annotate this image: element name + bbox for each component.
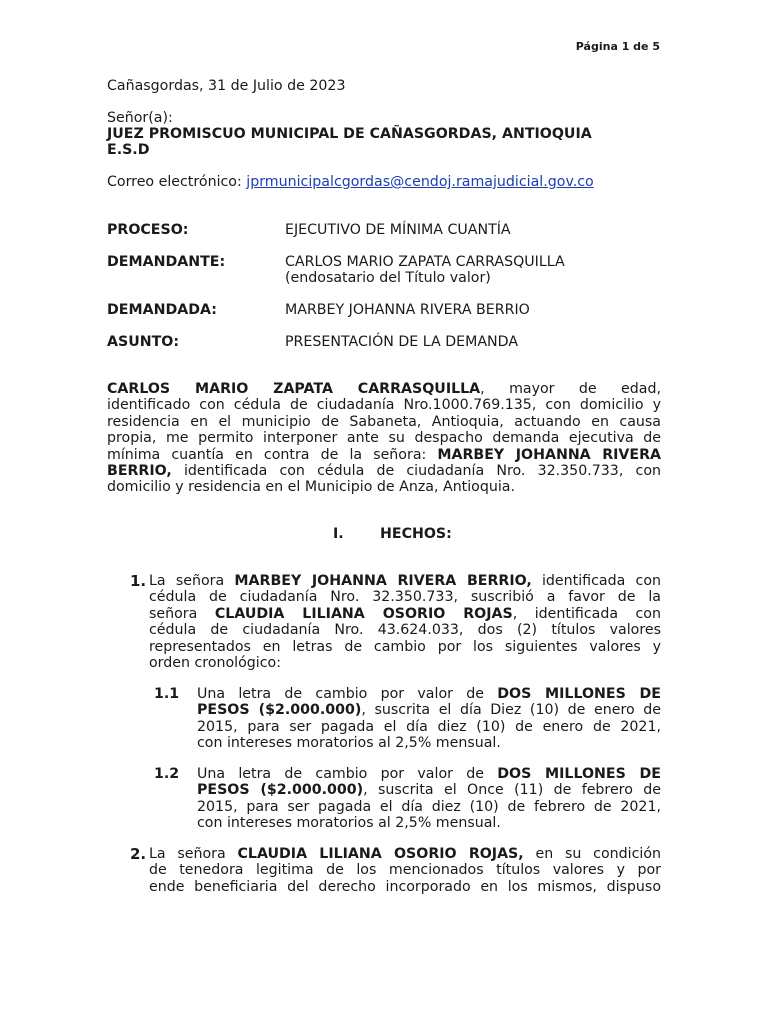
- sub-text: Una letra de cambio por valor de DOS MILLONES DE PESOS ($2.000.000), suscrita el día Diez (10) de enero de 2015, para ser pagada el día diez (10) de enero de 2021, con intereses moratorios al 2,5% mensual.: [197, 686, 662, 752]
- list-text: La señora CLAUDIA LILIANA OSORIO ROJAS, en su condición de tenedora legitima de los mencionados títulos valores y por ende beneficiaria del derecho incorporado en los mismos, dispuso: [149, 846, 661, 895]
- intro-line: CARLOS MARIO ZAPATA CARRASQUILLA, mayor de edad,: [107, 381, 661, 397]
- field-key: PROCESO:: [107, 222, 189, 238]
- email-link[interactable]: jprmunicipalcgordas@cendoj.ramajudicial.gov.co: [246, 174, 594, 190]
- intro-line: propia, me permito interponer ante su despacho demanda ejecutiva de: [107, 430, 661, 447]
- section-heading: [333, 526, 452, 542]
- page-number: Página 1 de 5: [575, 40, 660, 53]
- intro-line: mínima cuantía en contra de la señora: MARBEY JOHANNA RIVERA: [107, 446, 661, 463]
- list-number: 2.: [130, 845, 147, 863]
- list-text: La señora MARBEY JOHANNA RIVERA BERRIO, identificada con cédula de ciudadanía Nro. 32.350.733, suscribió a favor de la señora CLAUDIA LILIANA OSORIO ROJAS, identificada con cédula de ciudadanía Nro. 43.624.033, dos (2) títulos valores representados en letras de cambio por los siguientes valores y orden cronológico:: [149, 573, 662, 672]
- intro-paragraph: [107, 381, 661, 496]
- esd: E.S.D: [107, 142, 150, 158]
- field-value: MARBEY JOHANNA RIVERA BERRIO: [285, 302, 530, 318]
- field-value-line: (endosatario del Título valor): [285, 270, 491, 287]
- field-value: PRESENTACIÓN DE LA DEMANDA: [285, 334, 519, 350]
- field-key: ASUNTO:: [107, 334, 180, 350]
- list-number: 1.: [130, 572, 147, 590]
- recipient: JUEZ PROMISCUO MUNICIPAL DE CAÑASGORDAS, ANTIOQUIA: [107, 126, 592, 142]
- field-key: DEMANDANTE:: [107, 254, 226, 270]
- sub-text: Una letra de cambio por valor de DOS MILLONES DE PESOS ($2.000.000), suscrita el Once (11) de febrero de 2015, para ser pagada el día diez (10) de febrero de 2021, con intereses moratorios al 2,5% mensual.: [197, 766, 662, 832]
- field-key: DEMANDADA:: [107, 302, 217, 318]
- field-value-line: CARLOS MARIO ZAPATA CARRASQUILLA: [285, 254, 565, 270]
- sub-number: 1.1: [154, 686, 180, 702]
- intro-line: residencia en el municipio de Sabaneta, Antioquia, actuando en causa: [107, 413, 661, 430]
- intro-line: BERRIO, identificada con cédula de ciudadanía Nro. 32.350.733, con: [107, 463, 661, 480]
- section-title: HECHOS:: [380, 526, 452, 542]
- field-value: EJECUTIVO DE MÍNIMA CUANTÍA: [285, 222, 511, 238]
- email-line: [107, 174, 661, 190]
- field-value: [285, 254, 661, 287]
- intro-line: domicilio y residencia en el Municipio de Anza, Antioquia.: [107, 479, 516, 496]
- intro-line: identificado con cédula de ciudadanía Nro.1000.769.135, con domicilio y: [107, 397, 661, 414]
- place-date: Cañasgordas, 31 de Julio de 2023: [107, 78, 346, 94]
- sub-number: 1.2: [154, 766, 180, 782]
- section-number: I.: [333, 526, 344, 542]
- salutation: Señor(a):: [107, 110, 173, 126]
- email-label: Correo electrónico:: [107, 174, 247, 190]
